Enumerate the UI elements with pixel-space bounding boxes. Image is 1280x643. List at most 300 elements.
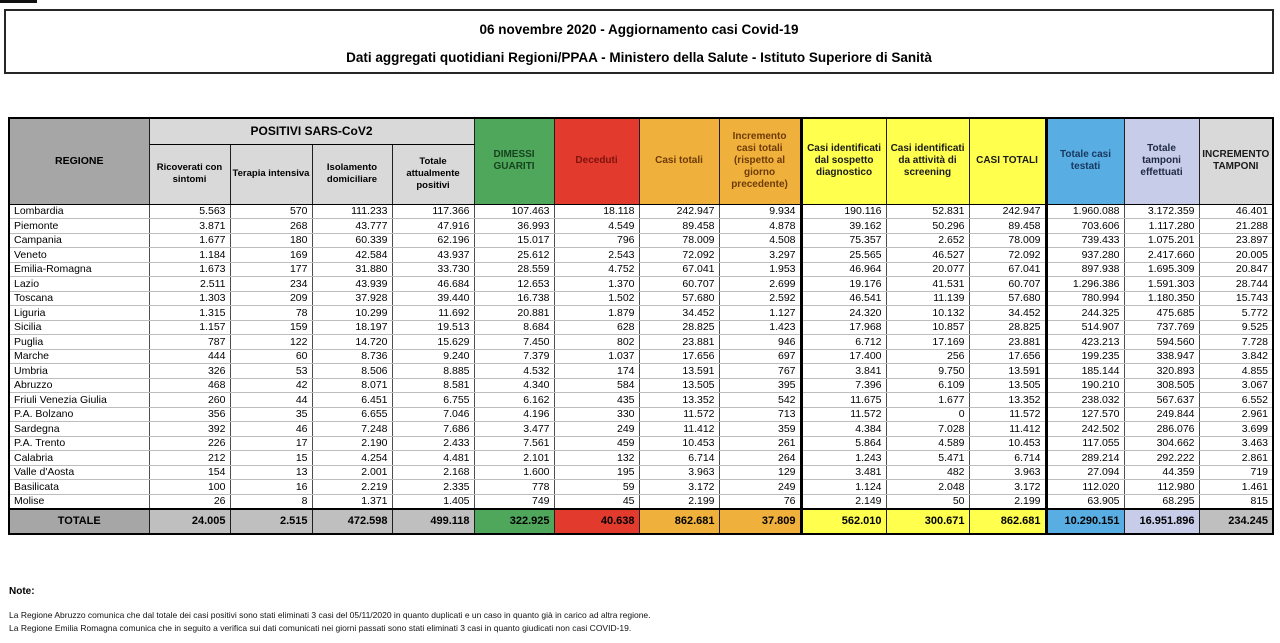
cell-casi_totali: 67.041 <box>639 262 719 277</box>
cell-dimessi_guariti: 778 <box>474 480 554 495</box>
cell-incremento_casi_totali: 261 <box>719 436 801 451</box>
cell-ricoverati_con_sintomi: 5.563 <box>149 204 230 219</box>
cell-deceduti: 132 <box>554 451 639 466</box>
cell-casi_totali: 17.656 <box>639 349 719 364</box>
cell-casi_sospetto_diagnostico: 11.572 <box>801 407 886 422</box>
cell-totale_casi_testati: 242.502 <box>1046 422 1124 437</box>
cell-totale_casi_testati: 185.144 <box>1046 364 1124 379</box>
cell-dimessi_guariti: 6.162 <box>474 393 554 408</box>
cell-terapia_intensiva: 46 <box>230 422 312 437</box>
cell-incremento_tamponi: 21.288 <box>1199 219 1273 234</box>
cell-incremento_tamponi: 46.401 <box>1199 204 1273 219</box>
cell-casi_totali_maiuscolo: 17.656 <box>969 349 1046 364</box>
cell-totale_tamponi_effettuati: 1.695.309 <box>1124 262 1199 277</box>
cell-terapia_intensiva: 169 <box>230 248 312 263</box>
cell-casi_screening: 2.652 <box>886 233 969 248</box>
column-header-isolamento_domiciliare: Isolamento domiciliare <box>312 144 392 204</box>
region-name: Sardegna <box>9 422 149 437</box>
cell-casi_sospetto_diagnostico: 3.481 <box>801 465 886 480</box>
cell-dimessi_guariti: 4.532 <box>474 364 554 379</box>
column-header-totale_attualmente_positivi: Totale attualmente positivi <box>392 144 474 204</box>
column-header-incremento_casi_totali: Incremento casi totali (rispetto al giorno precedente) <box>719 118 801 204</box>
region-name: Puglia <box>9 335 149 350</box>
cell-casi_sospetto_diagnostico: 19.176 <box>801 277 886 292</box>
cell-totale_casi_testati: 1.960.088 <box>1046 204 1124 219</box>
cell-casi_sospetto_diagnostico: 4.384 <box>801 422 886 437</box>
cell-totale_casi_testati: 703.606 <box>1046 219 1124 234</box>
cell-incremento_tamponi: 815 <box>1199 494 1273 509</box>
cell-terapia_intensiva: 60 <box>230 349 312 364</box>
cell-terapia_intensiva: 35 <box>230 407 312 422</box>
column-header-casi_sospetto_diagnostico: Casi identificati dal sospetto diagnostico <box>801 118 886 204</box>
cell-dimessi_guariti: 28.559 <box>474 262 554 277</box>
region-row <box>9 306 1273 321</box>
cell-totale_attualmente_positivi: 15.629 <box>392 335 474 350</box>
cell-incremento_tamponi: 4.855 <box>1199 364 1273 379</box>
cell-casi_screening: 7.028 <box>886 422 969 437</box>
total-totale_attualmente_positivi: 499.118 <box>392 509 474 534</box>
cell-ricoverati_con_sintomi: 392 <box>149 422 230 437</box>
cell-totale_tamponi_effettuati: 292.222 <box>1124 451 1199 466</box>
region-row <box>9 349 1273 364</box>
column-header-totale_tamponi_effettuati: Totale tamponi effettuati <box>1124 118 1199 204</box>
cell-totale_attualmente_positivi: 33.730 <box>392 262 474 277</box>
cell-dimessi_guariti: 4.196 <box>474 407 554 422</box>
cell-totale_attualmente_positivi: 39.440 <box>392 291 474 306</box>
cell-deceduti: 195 <box>554 465 639 480</box>
region-row <box>9 204 1273 219</box>
cell-deceduti: 249 <box>554 422 639 437</box>
cell-totale_tamponi_effettuati: 68.295 <box>1124 494 1199 509</box>
cell-dimessi_guariti: 16.738 <box>474 291 554 306</box>
cell-casi_sospetto_diagnostico: 24.320 <box>801 306 886 321</box>
region-row <box>9 393 1273 408</box>
total-totale_casi_testati: 10.290.151 <box>1046 509 1124 534</box>
cell-ricoverati_con_sintomi: 212 <box>149 451 230 466</box>
cell-casi_screening: 10.132 <box>886 306 969 321</box>
cell-ricoverati_con_sintomi: 154 <box>149 465 230 480</box>
cell-ricoverati_con_sintomi: 100 <box>149 480 230 495</box>
cell-casi_sospetto_diagnostico: 7.396 <box>801 378 886 393</box>
totals-row <box>9 509 1273 534</box>
cell-incremento_tamponi: 2.861 <box>1199 451 1273 466</box>
region-row <box>9 277 1273 292</box>
cell-isolamento_domiciliare: 8.071 <box>312 378 392 393</box>
cell-totale_casi_testati: 112.020 <box>1046 480 1124 495</box>
cell-dimessi_guariti: 1.600 <box>474 465 554 480</box>
cell-totale_casi_testati: 739.433 <box>1046 233 1124 248</box>
cell-casi_totali_maiuscolo: 60.707 <box>969 277 1046 292</box>
region-row <box>9 335 1273 350</box>
cell-totale_tamponi_effettuati: 286.076 <box>1124 422 1199 437</box>
cell-ricoverati_con_sintomi: 787 <box>149 335 230 350</box>
cell-isolamento_domiciliare: 2.001 <box>312 465 392 480</box>
region-name: Umbria <box>9 364 149 379</box>
cell-ricoverati_con_sintomi: 226 <box>149 436 230 451</box>
notes-lines <box>9 609 651 635</box>
cell-casi_totali: 23.881 <box>639 335 719 350</box>
cell-casi_sospetto_diagnostico: 6.712 <box>801 335 886 350</box>
region-name: Veneto <box>9 248 149 263</box>
total-isolamento_domiciliare: 472.598 <box>312 509 392 534</box>
cell-casi_sospetto_diagnostico: 2.149 <box>801 494 886 509</box>
cell-totale_attualmente_positivi: 6.755 <box>392 393 474 408</box>
region-row <box>9 364 1273 379</box>
cell-deceduti: 1.370 <box>554 277 639 292</box>
cell-casi_totali_maiuscolo: 23.881 <box>969 335 1046 350</box>
cell-casi_totali: 11.572 <box>639 407 719 422</box>
cell-deceduti: 4.549 <box>554 219 639 234</box>
column-group-positivi-sars-cov2: POSITIVI SARS-CoV2 <box>149 118 474 144</box>
cell-deceduti: 435 <box>554 393 639 408</box>
cell-totale_attualmente_positivi: 4.481 <box>392 451 474 466</box>
cell-totale_casi_testati: 897.938 <box>1046 262 1124 277</box>
region-name: Marche <box>9 349 149 364</box>
cell-casi_sospetto_diagnostico: 39.162 <box>801 219 886 234</box>
screen-edge-artifact <box>0 0 37 3</box>
cell-dimessi_guariti: 3.477 <box>474 422 554 437</box>
cell-deceduti: 459 <box>554 436 639 451</box>
cell-isolamento_domiciliare: 18.197 <box>312 320 392 335</box>
region-name: P.A. Bolzano <box>9 407 149 422</box>
cell-casi_sospetto_diagnostico: 75.357 <box>801 233 886 248</box>
cell-totale_casi_testati: 190.210 <box>1046 378 1124 393</box>
page-subtitle: Dati aggregati quotidiani Regioni/PPAA - Ministero della Salute - Istituto Superiore di Sanità <box>346 50 932 65</box>
cell-terapia_intensiva: 15 <box>230 451 312 466</box>
cell-casi_totali: 60.707 <box>639 277 719 292</box>
cell-incremento_casi_totali: 767 <box>719 364 801 379</box>
cell-casi_totali: 57.680 <box>639 291 719 306</box>
cell-dimessi_guariti: 107.463 <box>474 204 554 219</box>
cell-isolamento_domiciliare: 37.928 <box>312 291 392 306</box>
cell-totale_casi_testati: 780.994 <box>1046 291 1124 306</box>
cell-incremento_casi_totali: 1.953 <box>719 262 801 277</box>
cell-totale_attualmente_positivi: 19.513 <box>392 320 474 335</box>
cell-casi_screening: 0 <box>886 407 969 422</box>
cell-incremento_casi_totali: 249 <box>719 480 801 495</box>
region-name: Piemonte <box>9 219 149 234</box>
notes-label: Note: <box>9 586 35 597</box>
cell-isolamento_domiciliare: 4.254 <box>312 451 392 466</box>
cell-casi_screening: 9.750 <box>886 364 969 379</box>
notes-section <box>9 586 651 635</box>
cell-casi_totali: 89.458 <box>639 219 719 234</box>
cell-isolamento_domiciliare: 43.939 <box>312 277 392 292</box>
cell-casi_totali_maiuscolo: 3.172 <box>969 480 1046 495</box>
cell-deceduti: 628 <box>554 320 639 335</box>
region-row <box>9 378 1273 393</box>
cell-casi_sospetto_diagnostico: 3.841 <box>801 364 886 379</box>
cell-totale_attualmente_positivi: 46.684 <box>392 277 474 292</box>
cell-incremento_tamponi: 3.699 <box>1199 422 1273 437</box>
cell-totale_tamponi_effettuati: 567.637 <box>1124 393 1199 408</box>
cell-casi_totali: 3.963 <box>639 465 719 480</box>
cell-ricoverati_con_sintomi: 1.184 <box>149 248 230 263</box>
total-totale_tamponi_effettuati: 16.951.896 <box>1124 509 1199 534</box>
cell-isolamento_domiciliare: 1.371 <box>312 494 392 509</box>
cell-incremento_casi_totali: 129 <box>719 465 801 480</box>
cell-terapia_intensiva: 16 <box>230 480 312 495</box>
cell-incremento_casi_totali: 4.508 <box>719 233 801 248</box>
cell-casi_totali_maiuscolo: 89.458 <box>969 219 1046 234</box>
cell-casi_screening: 1.677 <box>886 393 969 408</box>
cell-isolamento_domiciliare: 10.299 <box>312 306 392 321</box>
column-header-regione: REGIONE <box>9 118 149 204</box>
cell-terapia_intensiva: 17 <box>230 436 312 451</box>
total-casi_screening: 300.671 <box>886 509 969 534</box>
cell-totale_tamponi_effettuati: 2.417.660 <box>1124 248 1199 263</box>
cell-ricoverati_con_sintomi: 1.157 <box>149 320 230 335</box>
region-name: Friuli Venezia Giulia <box>9 393 149 408</box>
cell-terapia_intensiva: 234 <box>230 277 312 292</box>
cell-casi_totali_maiuscolo: 13.505 <box>969 378 1046 393</box>
covid-data-table-wrap <box>8 117 1274 535</box>
cell-ricoverati_con_sintomi: 444 <box>149 349 230 364</box>
cell-casi_screening: 6.109 <box>886 378 969 393</box>
cell-incremento_casi_totali: 9.934 <box>719 204 801 219</box>
cell-casi_screening: 11.139 <box>886 291 969 306</box>
cell-terapia_intensiva: 180 <box>230 233 312 248</box>
region-row <box>9 219 1273 234</box>
cell-incremento_casi_totali: 2.592 <box>719 291 801 306</box>
totals-label: TOTALE <box>9 509 149 534</box>
cell-totale_tamponi_effettuati: 475.685 <box>1124 306 1199 321</box>
cell-terapia_intensiva: 53 <box>230 364 312 379</box>
cell-incremento_tamponi: 9.525 <box>1199 320 1273 335</box>
cell-casi_screening: 46.527 <box>886 248 969 263</box>
cell-casi_totali: 3.172 <box>639 480 719 495</box>
cell-totale_casi_testati: 117.055 <box>1046 436 1124 451</box>
cell-deceduti: 330 <box>554 407 639 422</box>
cell-isolamento_domiciliare: 111.233 <box>312 204 392 219</box>
cell-totale_tamponi_effettuati: 249.844 <box>1124 407 1199 422</box>
cell-casi_screening: 41.531 <box>886 277 969 292</box>
cell-casi_screening: 482 <box>886 465 969 480</box>
cell-casi_sospetto_diagnostico: 46.964 <box>801 262 886 277</box>
cell-totale_attualmente_positivi: 7.686 <box>392 422 474 437</box>
cell-totale_tamponi_effettuati: 112.980 <box>1124 480 1199 495</box>
cell-casi_sospetto_diagnostico: 1.124 <box>801 480 886 495</box>
cell-terapia_intensiva: 159 <box>230 320 312 335</box>
title-box <box>4 9 1274 74</box>
cell-totale_casi_testati: 423.213 <box>1046 335 1124 350</box>
cell-casi_totali_maiuscolo: 10.453 <box>969 436 1046 451</box>
cell-deceduti: 1.037 <box>554 349 639 364</box>
cell-ricoverati_con_sintomi: 468 <box>149 378 230 393</box>
cell-incremento_tamponi: 23.897 <box>1199 233 1273 248</box>
total-terapia_intensiva: 2.515 <box>230 509 312 534</box>
cell-terapia_intensiva: 268 <box>230 219 312 234</box>
cell-totale_tamponi_effettuati: 737.769 <box>1124 320 1199 335</box>
cell-incremento_casi_totali: 4.878 <box>719 219 801 234</box>
cell-isolamento_domiciliare: 6.451 <box>312 393 392 408</box>
cell-terapia_intensiva: 13 <box>230 465 312 480</box>
region-row <box>9 233 1273 248</box>
cell-casi_sospetto_diagnostico: 17.968 <box>801 320 886 335</box>
cell-terapia_intensiva: 8 <box>230 494 312 509</box>
page-title: 06 novembre 2020 - Aggiornamento casi Covid-19 <box>479 22 799 37</box>
cell-incremento_tamponi: 3.067 <box>1199 378 1273 393</box>
cell-ricoverati_con_sintomi: 26 <box>149 494 230 509</box>
cell-casi_sospetto_diagnostico: 11.675 <box>801 393 886 408</box>
cell-casi_totali: 2.199 <box>639 494 719 509</box>
cell-casi_screening: 52.831 <box>886 204 969 219</box>
cell-terapia_intensiva: 42 <box>230 378 312 393</box>
region-name: Basilicata <box>9 480 149 495</box>
total-casi_totali_maiuscolo: 862.681 <box>969 509 1046 534</box>
cell-casi_screening: 20.077 <box>886 262 969 277</box>
cell-totale_tamponi_effettuati: 1.180.350 <box>1124 291 1199 306</box>
cell-casi_screening: 10.857 <box>886 320 969 335</box>
cell-dimessi_guariti: 749 <box>474 494 554 509</box>
cell-casi_sospetto_diagnostico: 25.565 <box>801 248 886 263</box>
region-row <box>9 480 1273 495</box>
cell-totale_tamponi_effettuati: 3.172.359 <box>1124 204 1199 219</box>
cell-casi_totali: 13.505 <box>639 378 719 393</box>
cell-deceduti: 2.543 <box>554 248 639 263</box>
cell-incremento_tamponi: 20.005 <box>1199 248 1273 263</box>
cell-totale_attualmente_positivi: 7.046 <box>392 407 474 422</box>
cell-totale_attualmente_positivi: 2.168 <box>392 465 474 480</box>
total-casi_sospetto_diagnostico: 562.010 <box>801 509 886 534</box>
region-row <box>9 451 1273 466</box>
cell-incremento_casi_totali: 76 <box>719 494 801 509</box>
total-dimessi_guariti: 322.925 <box>474 509 554 534</box>
cell-dimessi_guariti: 4.340 <box>474 378 554 393</box>
cell-casi_totali_maiuscolo: 28.825 <box>969 320 1046 335</box>
cell-casi_screening: 2.048 <box>886 480 969 495</box>
cell-incremento_casi_totali: 1.423 <box>719 320 801 335</box>
cell-totale_casi_testati: 238.032 <box>1046 393 1124 408</box>
cell-deceduti: 802 <box>554 335 639 350</box>
cell-casi_screening: 4.589 <box>886 436 969 451</box>
column-header-totale_casi_testati: Totale casi testati <box>1046 118 1124 204</box>
column-header-terapia_intensiva: Terapia intensiva <box>230 144 312 204</box>
cell-isolamento_domiciliare: 60.339 <box>312 233 392 248</box>
column-header-dimessi_guariti: DIMESSI GUARITI <box>474 118 554 204</box>
cell-dimessi_guariti: 25.612 <box>474 248 554 263</box>
cell-totale_attualmente_positivi: 8.581 <box>392 378 474 393</box>
cell-casi_totali: 10.453 <box>639 436 719 451</box>
cell-totale_tamponi_effettuati: 1.591.303 <box>1124 277 1199 292</box>
cell-totale_attualmente_positivi: 2.433 <box>392 436 474 451</box>
region-row <box>9 436 1273 451</box>
total-incremento_casi_totali: 37.809 <box>719 509 801 534</box>
cell-totale_tamponi_effettuati: 308.505 <box>1124 378 1199 393</box>
cell-incremento_tamponi: 3.842 <box>1199 349 1273 364</box>
cell-casi_totali_maiuscolo: 72.092 <box>969 248 1046 263</box>
cell-totale_attualmente_positivi: 9.240 <box>392 349 474 364</box>
cell-dimessi_guariti: 2.101 <box>474 451 554 466</box>
cell-terapia_intensiva: 177 <box>230 262 312 277</box>
region-name: Molise <box>9 494 149 509</box>
cell-casi_screening: 50 <box>886 494 969 509</box>
cell-casi_totali: 242.947 <box>639 204 719 219</box>
cell-totale_attualmente_positivi: 1.405 <box>392 494 474 509</box>
cell-ricoverati_con_sintomi: 1.303 <box>149 291 230 306</box>
cell-incremento_casi_totali: 713 <box>719 407 801 422</box>
cell-incremento_tamponi: 15.743 <box>1199 291 1273 306</box>
cell-incremento_tamponi: 1.461 <box>1199 480 1273 495</box>
cell-casi_totali_maiuscolo: 78.009 <box>969 233 1046 248</box>
total-casi_totali: 862.681 <box>639 509 719 534</box>
cell-casi_sospetto_diagnostico: 17.400 <box>801 349 886 364</box>
note-line: La Regione Abruzzo comunica che dal totale dei casi positivi sono stati eliminati 3 casi del 05/11/2020 in quanto duplicati e un caso in quanto già in carico ad altra regione. <box>9 610 651 620</box>
cell-ricoverati_con_sintomi: 326 <box>149 364 230 379</box>
cell-casi_screening: 17.169 <box>886 335 969 350</box>
note-line: La Regione Emilia Romagna comunica che in seguito a verifica sui dati comunicati nei giorni passati sono stati eliminati 3 casi in quanto giudicati non casi COVID-19. <box>9 623 632 633</box>
total-incremento_tamponi: 234.245 <box>1199 509 1273 534</box>
cell-casi_screening: 256 <box>886 349 969 364</box>
cell-ricoverati_con_sintomi: 356 <box>149 407 230 422</box>
region-name: P.A. Trento <box>9 436 149 451</box>
cell-casi_totali: 13.591 <box>639 364 719 379</box>
region-name: Lazio <box>9 277 149 292</box>
cell-incremento_tamponi: 5.772 <box>1199 306 1273 321</box>
cell-incremento_tamponi: 2.961 <box>1199 407 1273 422</box>
cell-isolamento_domiciliare: 7.248 <box>312 422 392 437</box>
cell-ricoverati_con_sintomi: 1.315 <box>149 306 230 321</box>
cell-isolamento_domiciliare: 31.880 <box>312 262 392 277</box>
region-row <box>9 407 1273 422</box>
cell-casi_totali_maiuscolo: 242.947 <box>969 204 1046 219</box>
cell-deceduti: 174 <box>554 364 639 379</box>
column-header-casi_totali: Casi totali <box>639 118 719 204</box>
cell-casi_totali_maiuscolo: 13.591 <box>969 364 1046 379</box>
cell-totale_attualmente_positivi: 62.196 <box>392 233 474 248</box>
region-name: Calabria <box>9 451 149 466</box>
cell-dimessi_guariti: 15.017 <box>474 233 554 248</box>
cell-casi_totali: 34.452 <box>639 306 719 321</box>
cell-casi_totali: 78.009 <box>639 233 719 248</box>
cell-casi_totali_maiuscolo: 13.352 <box>969 393 1046 408</box>
cell-incremento_tamponi: 20.847 <box>1199 262 1273 277</box>
column-header-deceduti: Deceduti <box>554 118 639 204</box>
cell-ricoverati_con_sintomi: 2.511 <box>149 277 230 292</box>
column-header-incremento_tamponi: INCREMENTO TAMPONI <box>1199 118 1273 204</box>
cell-casi_sospetto_diagnostico: 190.116 <box>801 204 886 219</box>
cell-dimessi_guariti: 20.881 <box>474 306 554 321</box>
total-ricoverati_con_sintomi: 24.005 <box>149 509 230 534</box>
cell-isolamento_domiciliare: 2.190 <box>312 436 392 451</box>
cell-incremento_casi_totali: 946 <box>719 335 801 350</box>
cell-incremento_casi_totali: 542 <box>719 393 801 408</box>
region-row <box>9 262 1273 277</box>
cell-deceduti: 584 <box>554 378 639 393</box>
cell-terapia_intensiva: 570 <box>230 204 312 219</box>
cell-totale_tamponi_effettuati: 304.662 <box>1124 436 1199 451</box>
cell-terapia_intensiva: 209 <box>230 291 312 306</box>
cell-casi_totali: 6.714 <box>639 451 719 466</box>
cell-totale_tamponi_effettuati: 1.117.280 <box>1124 219 1199 234</box>
cell-incremento_tamponi: 6.552 <box>1199 393 1273 408</box>
cell-isolamento_domiciliare: 2.219 <box>312 480 392 495</box>
cell-casi_totali: 13.352 <box>639 393 719 408</box>
cell-terapia_intensiva: 122 <box>230 335 312 350</box>
cell-isolamento_domiciliare: 8.506 <box>312 364 392 379</box>
cell-deceduti: 18.118 <box>554 204 639 219</box>
cell-totale_casi_testati: 244.325 <box>1046 306 1124 321</box>
cell-dimessi_guariti: 12.653 <box>474 277 554 292</box>
cell-casi_screening: 50.296 <box>886 219 969 234</box>
cell-totale_casi_testati: 937.280 <box>1046 248 1124 263</box>
cell-incremento_tamponi: 28.744 <box>1199 277 1273 292</box>
cell-casi_totali: 72.092 <box>639 248 719 263</box>
cell-incremento_casi_totali: 697 <box>719 349 801 364</box>
cell-ricoverati_con_sintomi: 260 <box>149 393 230 408</box>
cell-ricoverati_con_sintomi: 1.673 <box>149 262 230 277</box>
region-name: Toscana <box>9 291 149 306</box>
